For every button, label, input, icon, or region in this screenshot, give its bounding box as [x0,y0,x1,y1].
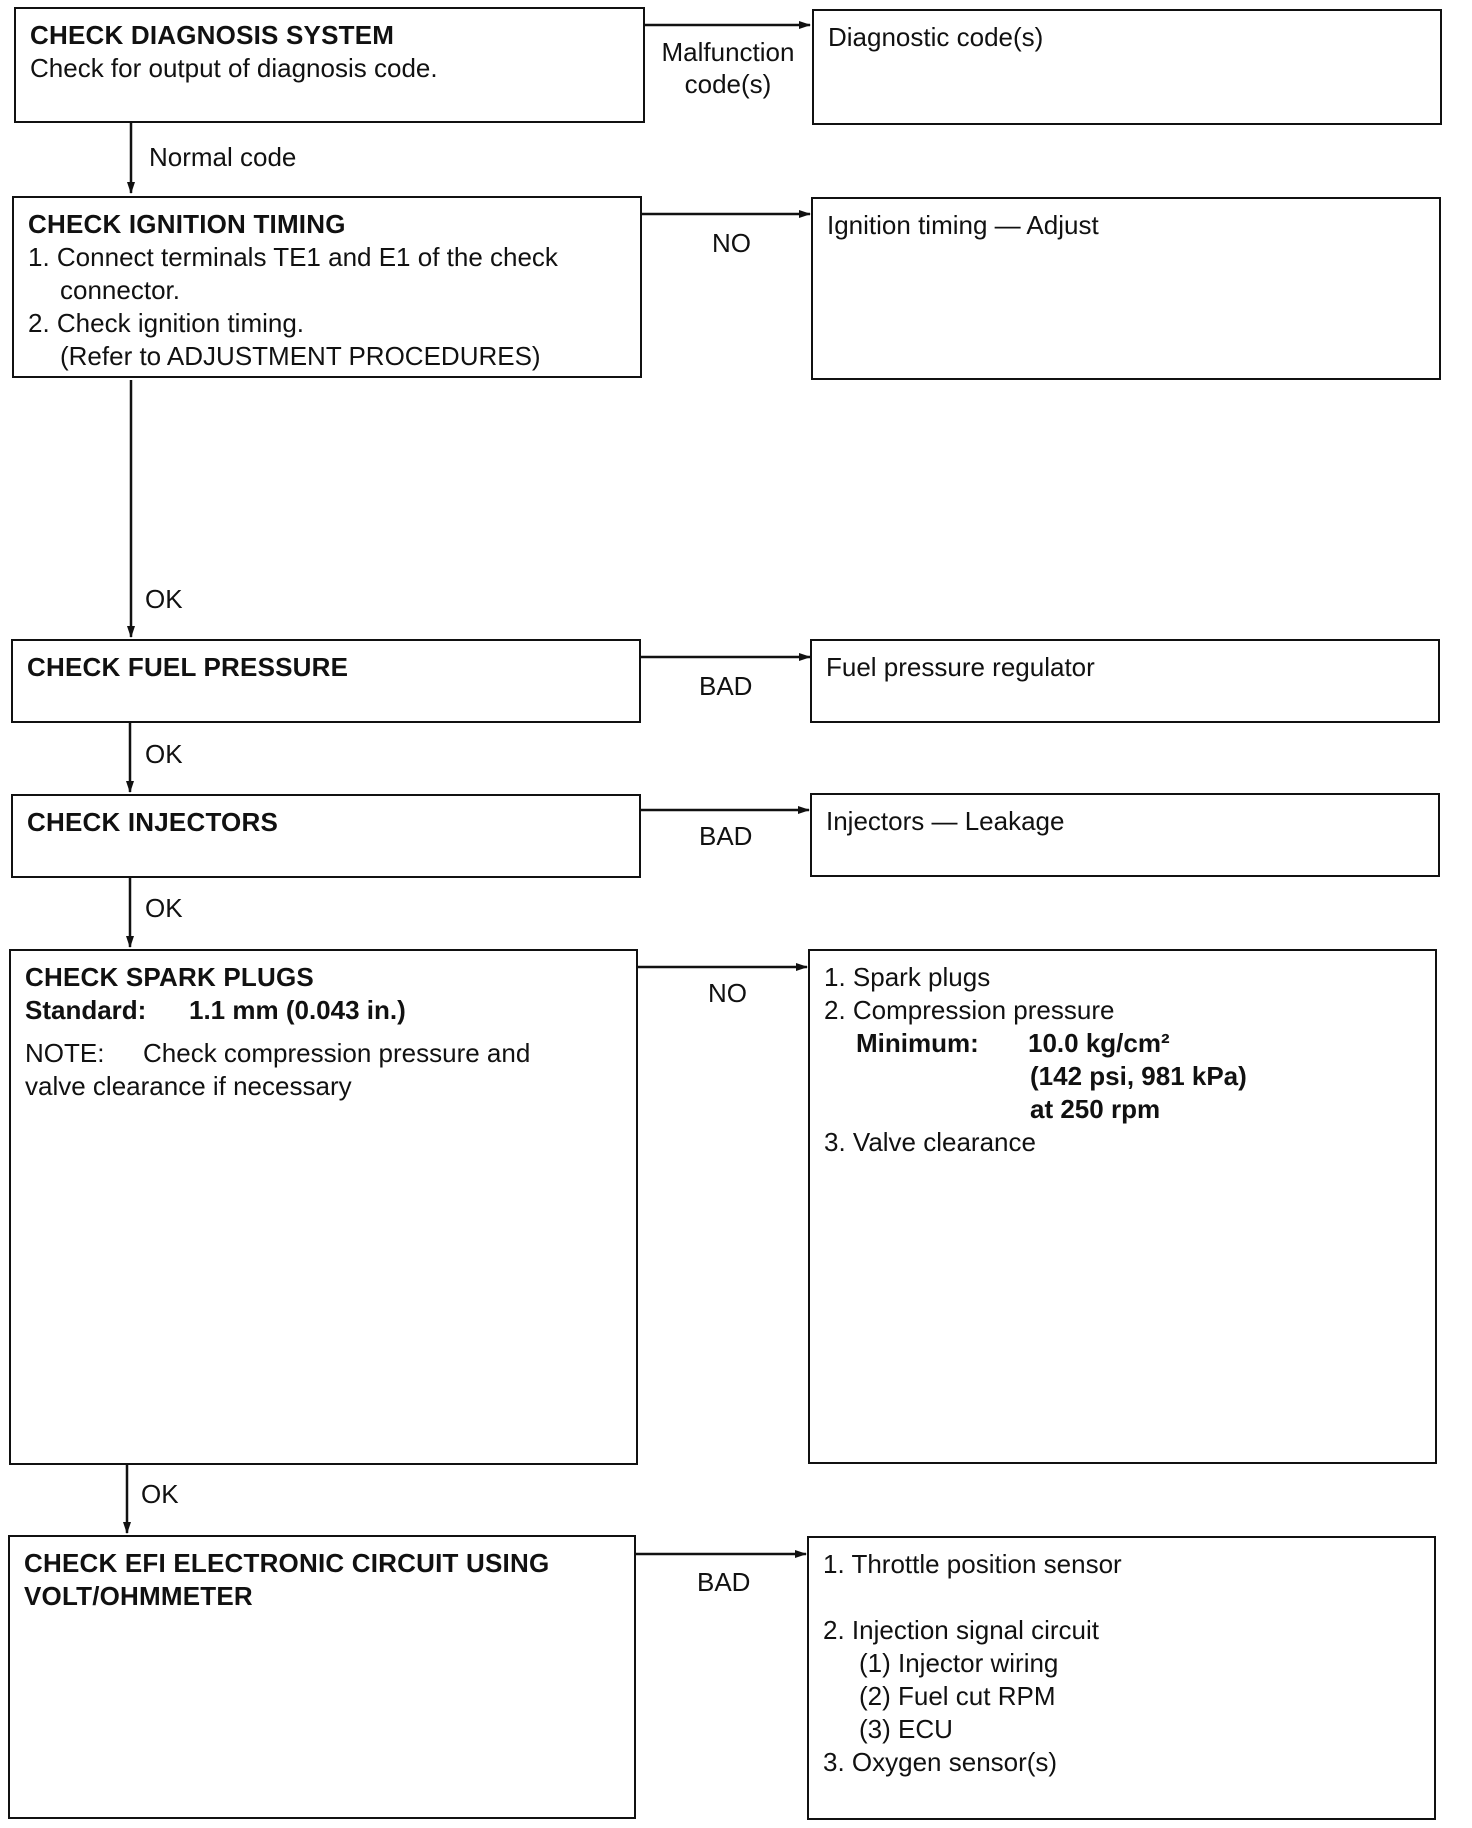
step-title: CHECK IGNITION TIMING [28,209,346,239]
step-line: (Refer to ADJUSTMENT PROCEDURES) [60,341,541,371]
spec-value: 10.0 kg/cm² [1028,1028,1170,1058]
result-text: Diagnostic code(s) [828,22,1044,52]
result-subitem: (3) ECU [859,1714,953,1744]
result-text: Fuel pressure regulator [826,652,1095,682]
result-item: 1. Spark plugs [824,962,991,992]
step-check-diagnosis [14,7,645,123]
step-title: CHECK INJECTORS [27,807,279,837]
label-malfunction-line1: Malfunction [661,37,795,67]
result-item: 2. Compression pressure [824,995,1115,1025]
note-text-cont: valve clearance if necessary [25,1071,352,1101]
label-ok-injectors: OK [145,893,183,923]
step-check-fuel-pressure [11,639,641,723]
step-line: 1. Connect terminals TE1 and E1 of the check [28,242,558,272]
spec-standard [25,994,622,1027]
result-diagnostic-codes [812,9,1442,125]
spec-minimum [824,1027,1421,1060]
result-text: Ignition timing — Adjust [827,210,1099,240]
result-injector-leakage [810,793,1440,877]
result-spark-checks [808,949,1437,1464]
spec-label: Minimum: [856,1028,979,1058]
label-bad-efi: BAD [697,1567,751,1597]
note-label: NOTE: [25,1038,105,1068]
result-text: Injectors — Leakage [826,806,1065,836]
step-title-cont: VOLT/OHMMETER [24,1581,253,1611]
label-ok-spark: OK [141,1479,179,1509]
result-item: 3. Oxygen sensor(s) [823,1747,1058,1777]
label-normal-code: Normal code [149,142,297,172]
step-title: CHECK EFI ELECTRONIC CIRCUIT USING [24,1548,550,1578]
result-fuel-regulator [810,639,1440,723]
spec-value: 1.1 mm (0.043 in.) [189,995,406,1025]
step-line: 2. Check ignition timing. [28,308,305,338]
step-check-ignition-timing [12,196,642,378]
step-title: CHECK DIAGNOSIS SYSTEM [30,20,395,50]
spec-label: Standard: [25,995,147,1025]
step-title: CHECK SPARK PLUGS [25,962,314,992]
label-malfunction-line2: code(s) [684,69,772,99]
label-malfunction-codes [648,36,808,100]
result-subitem: (2) Fuel cut RPM [859,1681,1056,1711]
spec-value-cont: at 250 rpm [1030,1094,1161,1124]
spec-value-cont: (142 psi, 981 kPa) [1030,1061,1247,1091]
result-item: 3. Valve clearance [824,1127,1036,1157]
label-bad-injectors: BAD [699,821,753,851]
step-title: CHECK FUEL PRESSURE [27,652,349,682]
note-text: Check compression pressure and [143,1038,531,1068]
note [25,1037,622,1070]
step-line: connector. [60,275,180,305]
result-item: 1. Throttle position sensor [823,1549,1122,1579]
label-bad-fuel: BAD [699,671,753,701]
label-no-spark: NO [708,978,747,1008]
label-no-ignition: NO [712,228,751,258]
result-subitem: (1) Injector wiring [859,1648,1059,1678]
result-item: 2. Injection signal circuit [823,1615,1100,1645]
label-ok-ignition: OK [145,584,183,614]
step-check-spark-plugs [9,949,638,1465]
step-check-efi-circuit [8,1535,636,1819]
result-ignition-adjust [811,197,1441,380]
result-efi-checks [807,1536,1436,1820]
label-ok-fuel: OK [145,739,183,769]
step-check-injectors [11,794,641,878]
step-body: Check for output of diagnosis code. [30,53,438,83]
